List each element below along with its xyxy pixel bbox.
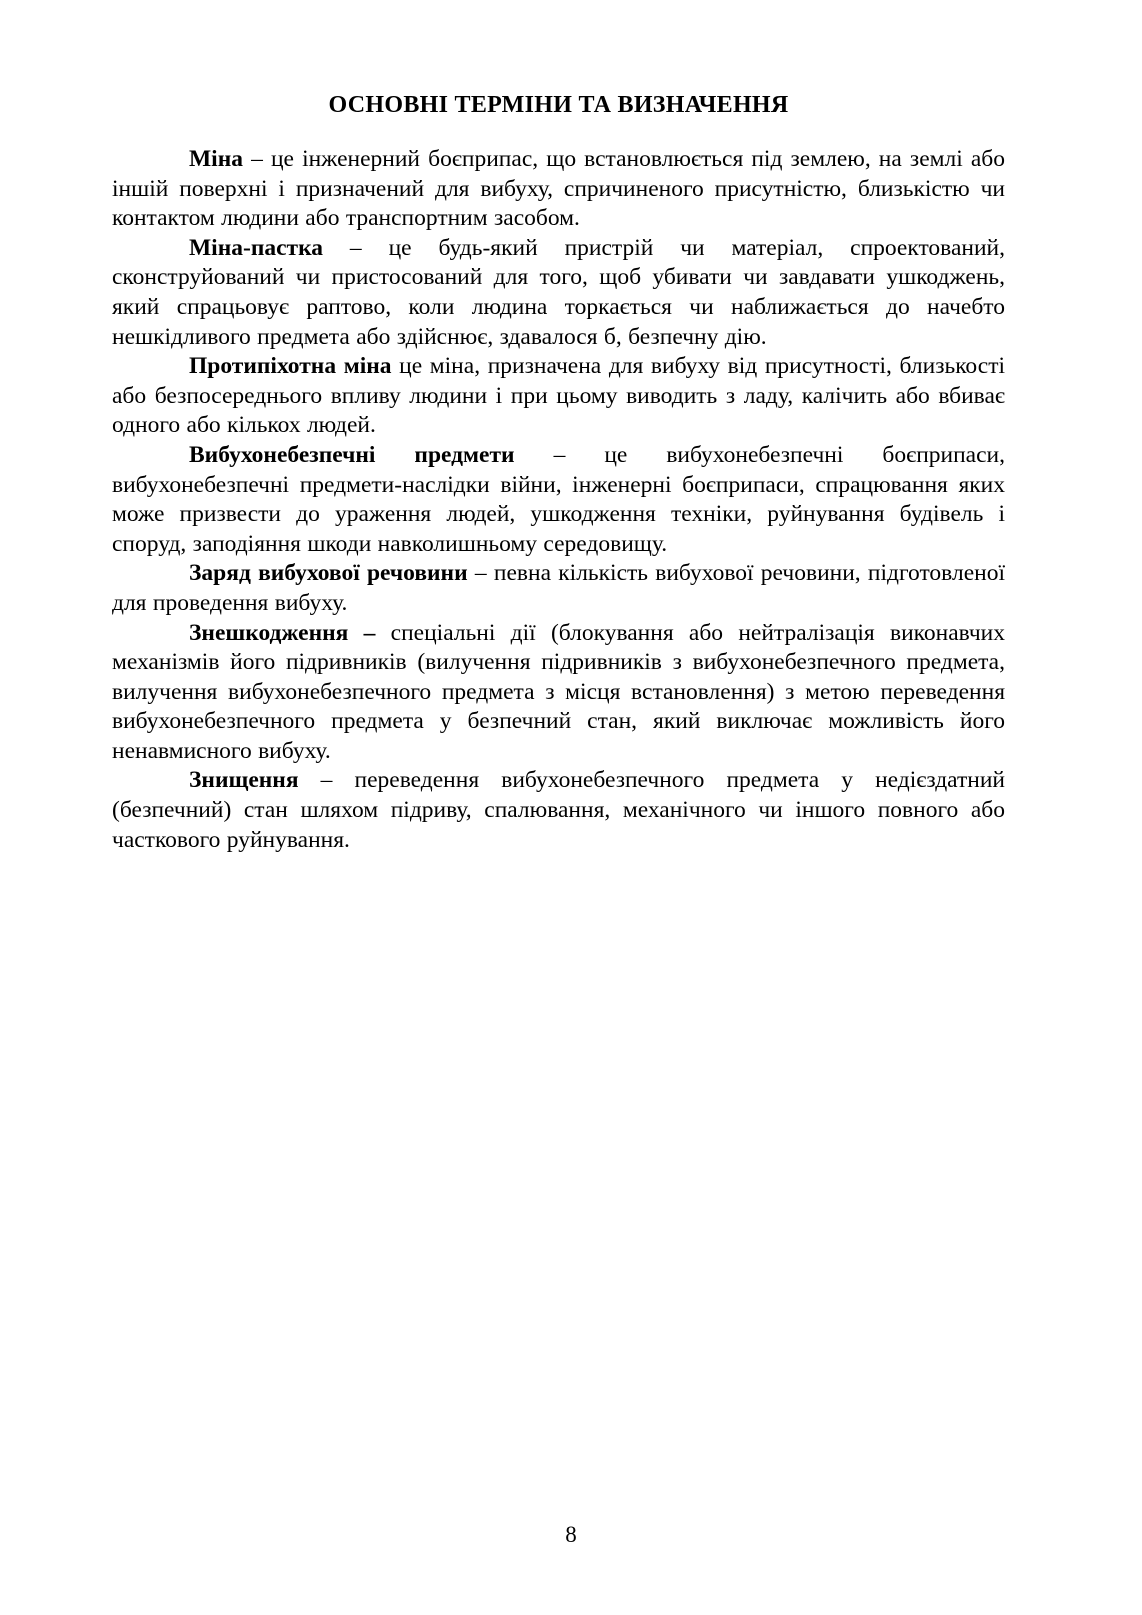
term-zariad-vybukhovoi-rechovyny: Заряд вибухової речовини: [189, 560, 468, 587]
paragraph-protypikhotna-mina: [112, 352, 1005, 441]
paragraph-znyshchennia: [112, 766, 1005, 855]
definition-zneshkodzhennia: спеціальні дії (блокування або нейтралізація виконавчих механізмів його підривників (вилучення підривників з вибухонебезпечного предмета, вилучення вибухонебезпечного предмета з місця встановлення) з метою переведення вибухонебезпечного предмета у безпечний стан, який виключає можливість його ненавмисного вибуху.: [112, 619, 1006, 764]
term-mina: Міна: [189, 146, 243, 172]
term-zneshkodzhennia: Знешкодження –: [189, 619, 376, 646]
paragraph-zariad-vybukhovoi-rechovyny: [112, 559, 1005, 618]
paragraph-vybukhonebezpechni-predmety: [112, 441, 1005, 559]
definition-mina-pastka: – це будь-який пристрій чи матеріал, спроектований, сконструйований чи пристосований для того, щоб убивати чи завдавати ушкоджень, який спрацьовує раптово, коли людина торкається чи наближається до начебто нешкідливого предмета або здійснює, здавалося б, безпечну дію.: [112, 234, 1005, 350]
term-vybukhonebezpechni-predmety: Вибухонебезпечні предмети: [189, 441, 515, 468]
page-number: 8: [565, 1522, 577, 1547]
page-title: ОСНОВНІ ТЕРМІНИ ТА ВИЗНАЧЕННЯ: [328, 92, 789, 118]
paragraph-zneshkodzhennia: [112, 619, 1005, 767]
term-protypikhotna-mina: Протипіхотна міна: [189, 353, 392, 380]
document-content: [112, 92, 1005, 855]
definition-znyshchennia: – переведення вибухонебезпечного предмета у недієздатний (безпечний) стан шляхом підриву, спалювання, механічного чи іншого повного або часткового руйнування.: [112, 767, 1005, 853]
term-mina-pastka: Міна-пастка: [189, 234, 324, 261]
definition-vybukhonebezpechni-predmety: – це вибухонебезпечні боєприпаси, вибухонебезпечні предмети-наслідки війни, інженерні боєприпаси, спрацювання яких може призвести до ураження людей, ушкодження техніки, руйнування будівель і споруд, заподіяння шкоди навколишньому середовищу.: [112, 441, 1005, 557]
paragraph-mina-pastka: [112, 234, 1005, 352]
definition-protypikhotna-mina: це міна, призначена для вибуху від присутності, близькості або безпосереднього впливу людини і при цьому виводить з ладу, калічить або вбиває одного або кількох людей.: [112, 353, 1005, 439]
definition-mina: – це інженерний боєприпас, що встановлюється під землею, на землі або іншій поверхні і призначений для вибуху, спричиненого присутністю, близькістю чи контактом людини або транспортним засобом.: [112, 146, 1005, 232]
term-znyshchennia: Знищення: [189, 767, 299, 794]
paragraph-mina: [112, 145, 1005, 234]
definition-zariad-vybukhovoi-rechovyny: – певна кількість вибухової речовини, підготовленої для проведення вибуху.: [112, 560, 1005, 616]
